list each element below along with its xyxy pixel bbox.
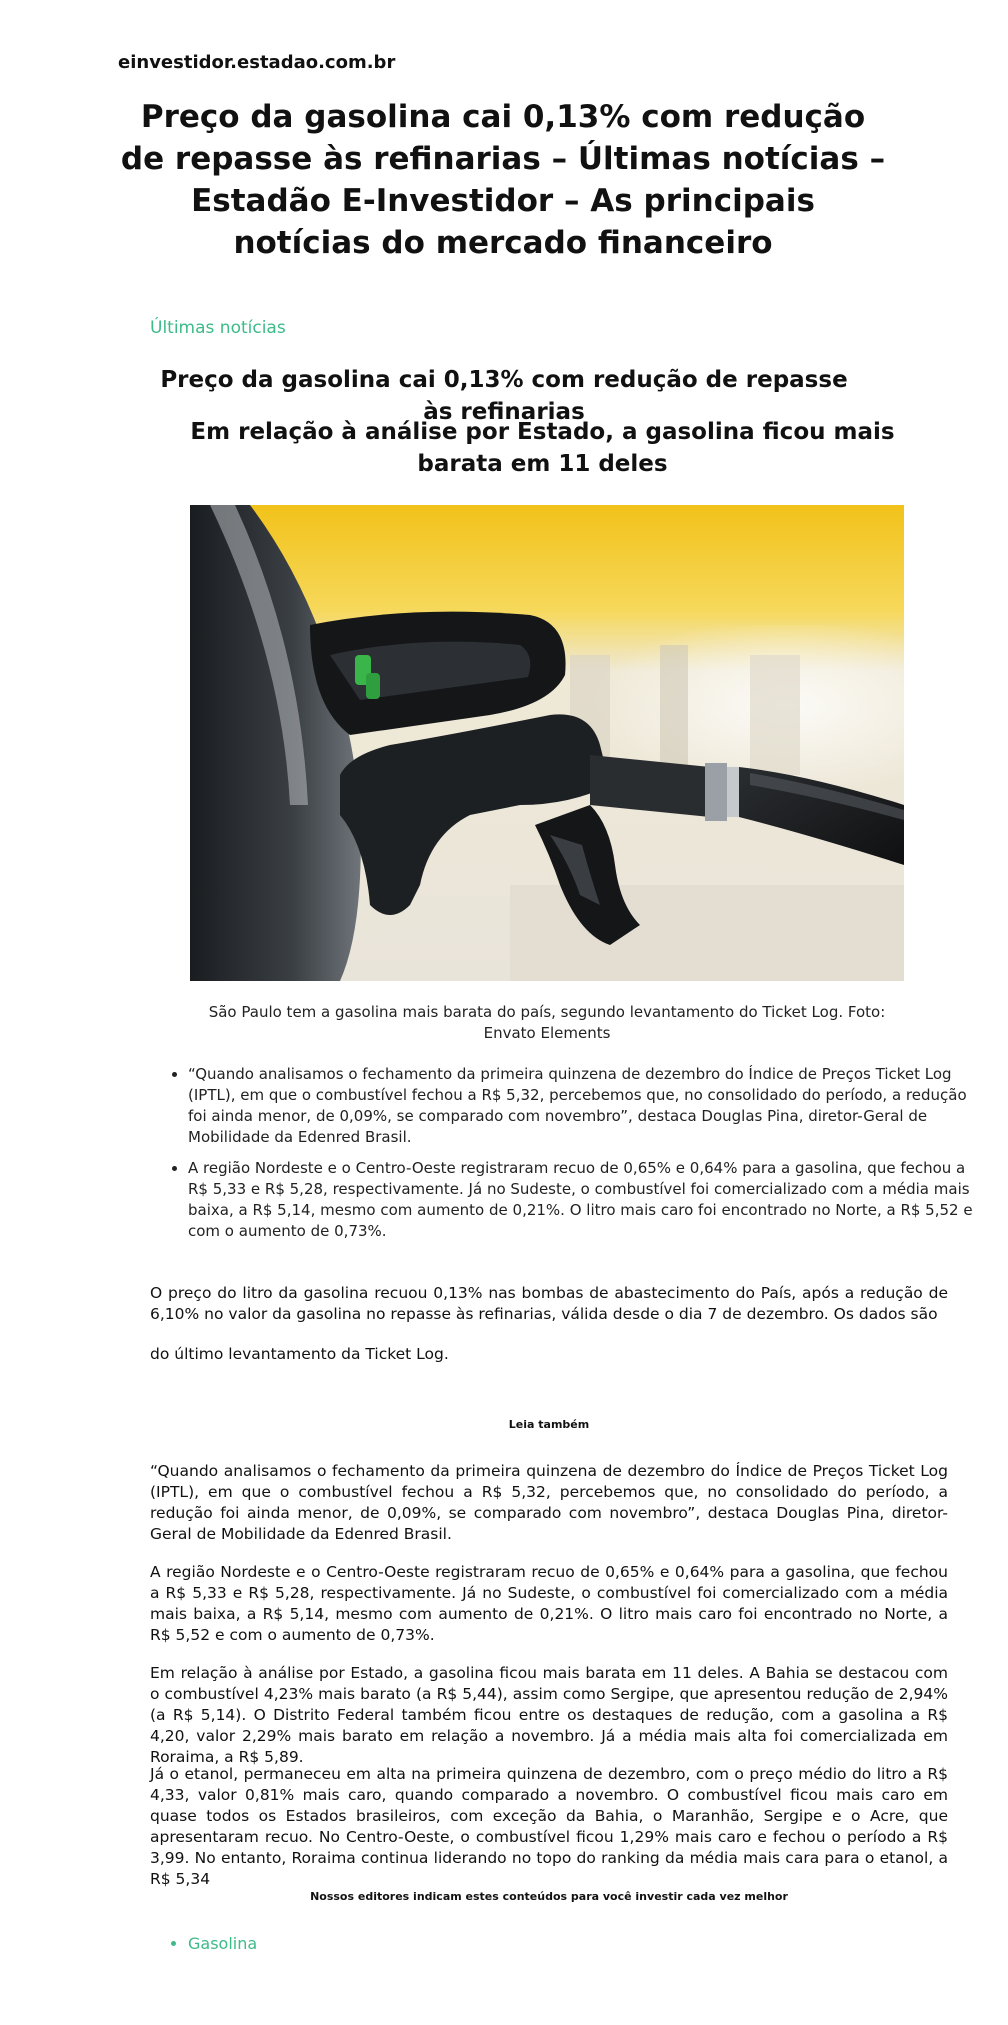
photo-caption: São Paulo tem a gasolina mais barata do país, segundo levantamento do Ticket Log. Foto: Envato Elements bbox=[208, 1003, 886, 1042]
article-photo-fuel-nozzle bbox=[190, 505, 904, 981]
tag-list bbox=[150, 1934, 257, 1953]
body-intro: O preço do litro da gasolina recuou 0,13% nas bombas de abastecimento do País, após a redução de 6,10% no valor da gasolina no repasse às refinarias, válida desde o dia 7 de dezembro. Os dados são bbox=[150, 1284, 948, 1323]
body-paragraph-1: “Quando analisamos o fechamento da primeira quinzena de dezembro do Índice de Preços Ticket Log (IPTL), em que o combustível fechou a R$ 5,32, percebemos que, no consolidado do período, a redução foi ainda menor, de 0,09%, se comparado com novembro”, destaca Douglas Pina, diretor-Geral de Mobilidade da Edenred Brasil. bbox=[150, 1462, 948, 1543]
article-subheadline: Em relação à análise por Estado, a gasolina ficou mais barata em 11 deles bbox=[190, 419, 895, 477]
article-headline: Preço da gasolina cai 0,13% com redução de repasse às refinarias bbox=[160, 367, 848, 425]
category-link[interactable]: Últimas notícias bbox=[150, 318, 286, 338]
page-title: Preço da gasolina cai 0,13% com redução de repasse às refinarias – Últimas notícias – Estadão E-Investidor – As principais notícias do mercado financeiro bbox=[120, 99, 886, 261]
fuel-nozzle-illustration bbox=[190, 505, 904, 981]
site-domain[interactable]: einvestidor.estadao.com.br bbox=[118, 52, 396, 73]
editors-pick-label: Nossos editores indicam estes conteúdos para você investir cada vez melhor bbox=[310, 1890, 788, 1903]
highlights-list bbox=[150, 1064, 988, 1252]
body-intro-continued: do último levantamento da Ticket Log. bbox=[150, 1345, 449, 1363]
highlight-item: • A região Nordeste e o Centro-Oeste registraram recuo de 0,65% e 0,64% para a gasolina, que fechou a R$ 5,33 e R$ 5,28, respectivamente. Já no Sudeste, o combustível foi comercializado com a média mais baixa, a R$ 5,14, mesmo com aumento de 0,21%. O litro mais caro foi encontrado no Norte, a R$ 5,52 e com o aumento de 0,73%. bbox=[188, 1158, 988, 1242]
tag-link-gasolina[interactable]: • Gasolina bbox=[188, 1934, 257, 1953]
body-paragraph-3: Em relação à análise por Estado, a gasolina ficou mais barata em 11 deles. A Bahia se destacou com o combustível 4,23% mais barato (a R$ 5,44), assim como Sergipe, que apresentou redução de 2,94% (a R$ 5,14). O Distrito Federal também ficou entre os destaques de redução, com a gasolina a R$ 4,20, valor 2,29% mais barato em relação a novembro. Já a média mais alta foi comercializada em Roraima, a R$ 5,89. bbox=[150, 1664, 948, 1766]
read-also-label: Leia também bbox=[508, 1418, 590, 1431]
body-paragraph-4: Já o etanol, permaneceu em alta na primeira quinzena de dezembro, com o preço médio do litro a R$ 4,33, valor 0,81% mais caro, quando comparado a novembro. O combustível ficou mais caro em quase todos os Estados brasileiros, com exceção da Bahia, o Maranhão, Sergipe e o Acre, que apresentaram recuo. No Centro-Oeste, o combustível ficou 1,29% mais caro e fechou o período a R$ 3,99. No entanto, Roraima continua liderando no topo do ranking da média mais cara para o etanol, a R$ 5,34 bbox=[150, 1765, 948, 1888]
highlight-item: • “Quando analisamos o fechamento da primeira quinzena de dezembro do Índice de Preços Ticket Log (IPTL), em que o combustível fechou a R$ 5,32, percebemos que, no consolidado do período, a redução foi ainda menor, de 0,09%, se comparado com novembro”, destaca Douglas Pina, diretor-Geral de Mobilidade da Edenred Brasil. bbox=[188, 1064, 988, 1148]
body-paragraph-2: A região Nordeste e o Centro-Oeste registraram recuo de 0,65% e 0,64% para a gasolina, que fechou a R$ 5,33 e R$ 5,28, respectivamente. Já no Sudeste, o combustível foi comercializado com a média mais baixa, a R$ 5,14, mesmo com aumento de 0,21%. O litro mais caro foi encontrado no Norte, a R$ 5,52 e com o aumento de 0,73%. bbox=[150, 1563, 948, 1644]
